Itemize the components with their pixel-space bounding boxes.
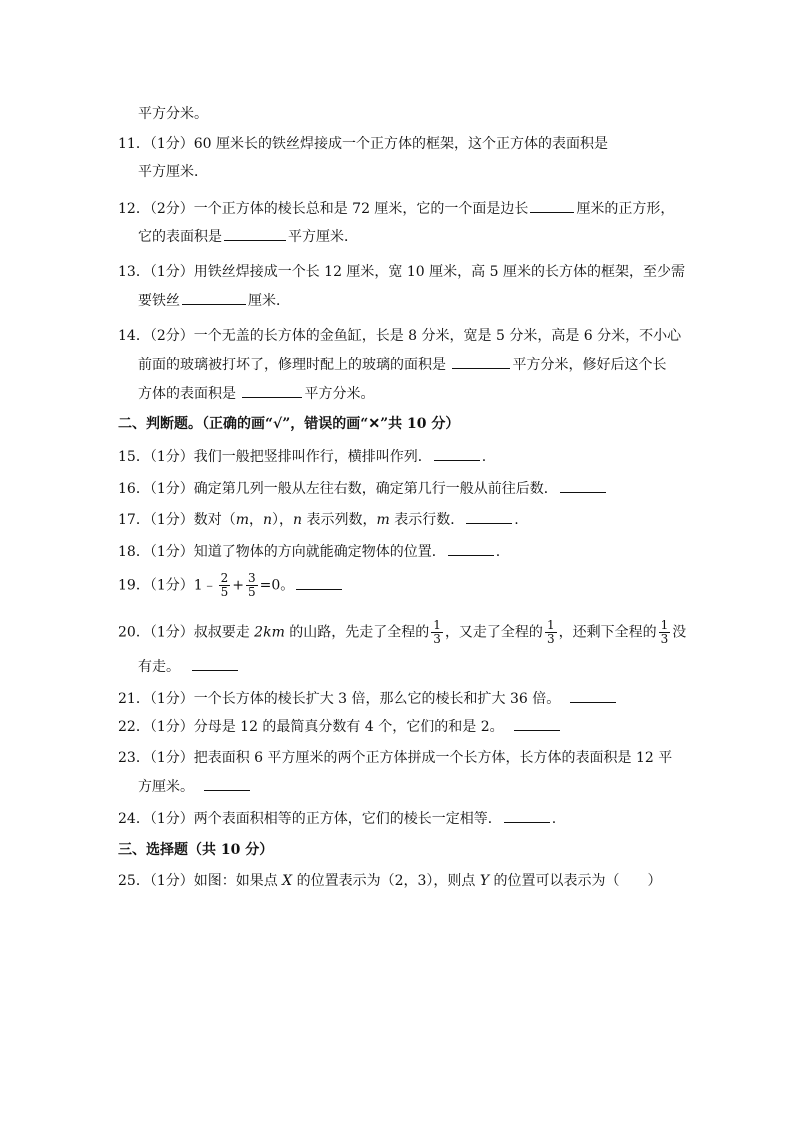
fraction: $\frac{2}{5}$ (220, 571, 229, 599)
question-22: 22．（1分）分母是 12 的最简真分数有 4 个，它们的和是 2。 (118, 716, 562, 737)
question-17: 17．（1分）数对（m，n），n 表示列数，m 表示行数． . (118, 509, 519, 530)
fraction: $\frac{1}{3}$ (660, 618, 669, 646)
question-20: 20．（1分）叔叔要走 2km 的山路，先走了全程的 $\frac{1}{3}$ ，又走了全程的 $\frac{1}{3}$ ，还剩下全程的 $\frac{1}{3}$ 没 (118, 618, 687, 646)
fraction: $\frac{3}{5}$ (248, 571, 256, 599)
question-14: 14．（2分）一个无盖的长方体的金鱼缸，长是 8 分米，宽是 5 分米，高是 6 分米，不小心 (118, 328, 682, 344)
question-13-line2: 要铁丝 厘米． (138, 290, 290, 311)
answer-blank[interactable] (204, 776, 250, 791)
fraction: $\frac{1}{3}$ (546, 618, 555, 646)
answer-blank[interactable] (434, 446, 480, 461)
question-21: 21．（1分）一个长方体的棱长扩大 3 倍，那么它的棱长和扩大 36 倍。 (118, 688, 618, 709)
question-20-line2: 有走。 (138, 656, 240, 677)
question-14-line2: 前面的玻璃被打坏了，修理时配上的玻璃的面积是 平方分米，修好后这个长 (138, 354, 666, 375)
question-11: 11．（1分）60 厘米长的铁丝焊接成一个正方体的框架，这个正方体的表面积是 (118, 136, 608, 152)
question-12: 12．（2分）一个正方体的棱长总和是 72 厘米，它的一个面是边长 厘米的正方形， (118, 198, 674, 219)
q10-continuation: 平方分米。 (138, 106, 208, 122)
answer-blank[interactable] (530, 198, 574, 213)
question-13: 13．（1分）用铁丝焊接成一个长 12 厘米，宽 10 厘米，高 5 厘米的长方体的框架，至少需 (118, 264, 685, 280)
answer-blank[interactable] (182, 290, 246, 305)
section-2-heading: 二、判断题。（正确的画“√”，错误的画“✕”共 10 分） (118, 416, 460, 432)
question-25: 25．（1分）如图：如果点 X 的位置表示为（2，3），则点 Y 的位置可以表示为（ ） (118, 873, 662, 889)
answer-blank[interactable] (224, 226, 286, 241)
question-16: 16．（1分）确定第几列一般从左往右数，确定第几行一般从前往后数． (118, 478, 608, 499)
answer-blank[interactable] (242, 383, 302, 398)
answer-blank[interactable] (560, 478, 606, 493)
answer-blank[interactable] (514, 716, 560, 731)
question-12-line2: 它的表面积是 平方厘米． (138, 226, 358, 247)
answer-blank[interactable] (448, 541, 494, 556)
section-3-heading: 三、选择题（共 10 分） (118, 842, 274, 858)
question-23: 23．（1分）把表面积 6 平方厘米的两个正方体拼成一个长方体，长方体的表面积是 12 平 (118, 750, 673, 766)
question-15: 15．（1分）我们一般把竖排叫作行，横排叫作列． . (118, 446, 486, 467)
answer-blank[interactable] (296, 575, 342, 590)
answer-blank[interactable] (570, 688, 616, 703)
answer-blank[interactable] (192, 656, 238, 671)
question-18: 18．（1分）知道了物体的方向就能确定物体的位置． . (118, 541, 500, 562)
answer-blank[interactable] (466, 509, 512, 524)
question-24: 24．（1分）两个表面积相等的正方体，它们的棱长一定相等． . (118, 808, 556, 829)
answer-blank[interactable] (452, 354, 510, 369)
answer-blank[interactable] (504, 808, 550, 823)
question-11-line2: 平方厘米． (138, 164, 208, 180)
question-14-line3: 方体的表面积是 平方分米。 (138, 383, 374, 404)
fraction: $\frac{1}{3}$ (433, 618, 441, 646)
question-19: 19．（1分）1﹣ $\frac{2}{5}$ + $\frac{3}{5}$ =0。 (118, 572, 344, 599)
question-23-line2: 方厘米。 (138, 776, 252, 797)
